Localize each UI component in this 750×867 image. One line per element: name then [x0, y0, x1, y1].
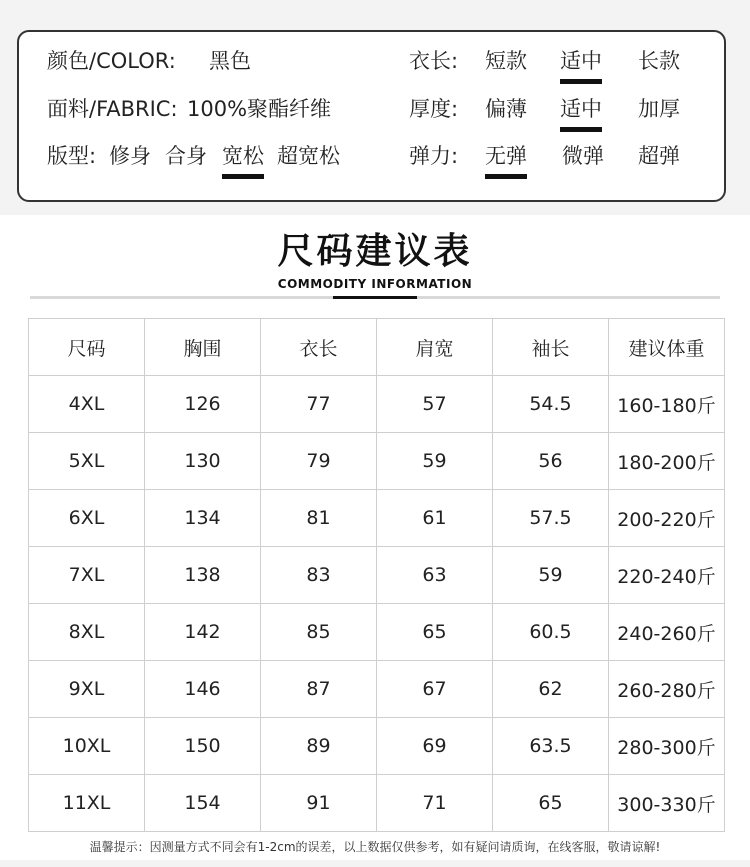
table-row	[29, 376, 725, 433]
table-cell: 5XL	[29, 433, 145, 490]
table-row	[29, 718, 725, 775]
size-chart-subtitle: COMMODITY INFORMATION	[277, 277, 473, 291]
table-cell: 61	[377, 490, 493, 547]
fabric-value: 100%聚酯纤维	[187, 97, 332, 121]
table-row	[29, 604, 725, 661]
table-cell: 63.5	[493, 718, 609, 775]
table-cell: 200-220斤	[609, 490, 725, 547]
fit-option-loose-selected: 宽松	[222, 141, 264, 171]
table-row	[29, 433, 725, 490]
thickness-option-thick: 加厚	[638, 97, 680, 121]
table-cell: 91	[261, 775, 377, 832]
fabric-label: 面料/FABRIC:	[47, 97, 178, 121]
table-cell: 146	[145, 661, 261, 718]
header-cell-sleeve: 袖长	[493, 319, 609, 376]
table-cell: 240-260斤	[609, 604, 725, 661]
table-cell: 87	[261, 661, 377, 718]
table-cell: 62	[493, 661, 609, 718]
thickness-option-medium-selected: 适中	[560, 94, 602, 124]
thickness-label: 厚度:	[409, 97, 459, 121]
table-cell: 9XL	[29, 661, 145, 718]
table-cell: 59	[493, 547, 609, 604]
table-header-row	[29, 319, 725, 376]
size-chart-title: 尺码建议表	[277, 231, 473, 272]
table-cell: 57.5	[493, 490, 609, 547]
table-cell: 8XL	[29, 604, 145, 661]
table-cell: 134	[145, 490, 261, 547]
table-cell: 4XL	[29, 376, 145, 433]
table-cell: 150	[145, 718, 261, 775]
table-cell: 6XL	[29, 490, 145, 547]
length-option-short: 短款	[485, 49, 527, 73]
thickness-option-thin: 偏薄	[485, 97, 527, 121]
fit-label: 版型:	[47, 144, 97, 168]
table-cell: 60.5	[493, 604, 609, 661]
table-cell: 11XL	[29, 775, 145, 832]
table-cell: 65	[493, 775, 609, 832]
table-cell: 89	[261, 718, 377, 775]
table-row	[29, 547, 725, 604]
table-cell: 85	[261, 604, 377, 661]
measurement-note: 温馨提示：因测量方式不同会有1-2cm的误差，以上数据仅供参考，如有疑问请质询，在线客服，敬请谅解!	[89, 840, 661, 854]
table-cell: 160-180斤	[609, 376, 725, 433]
product-spec-box	[17, 30, 726, 202]
header-cell-length: 衣长	[261, 319, 377, 376]
table-cell: 260-280斤	[609, 661, 725, 718]
color-label: 颜色/COLOR:	[47, 49, 176, 73]
table-cell: 54.5	[493, 376, 609, 433]
length-option-medium-selected: 适中	[560, 46, 602, 76]
table-cell: 63	[377, 547, 493, 604]
spec-row-fabric-thickness	[19, 94, 724, 124]
table-cell: 69	[377, 718, 493, 775]
table-cell: 138	[145, 547, 261, 604]
table-cell: 83	[261, 547, 377, 604]
table-cell: 77	[261, 376, 377, 433]
table-cell: 180-200斤	[609, 433, 725, 490]
table-cell: 81	[261, 490, 377, 547]
fit-option-regular: 合身	[165, 144, 207, 168]
table-cell: 7XL	[29, 547, 145, 604]
table-cell: 220-240斤	[609, 547, 725, 604]
length-option-long: 长款	[638, 49, 680, 73]
length-label: 衣长:	[409, 49, 459, 73]
stretch-option-high: 超弹	[638, 144, 680, 168]
table-cell: 67	[377, 661, 493, 718]
stretch-option-none-selected: 无弹	[485, 141, 527, 171]
table-cell: 280-300斤	[609, 718, 725, 775]
stretch-label: 弹力:	[409, 144, 459, 168]
table-cell: 300-330斤	[609, 775, 725, 832]
stretch-option-slight: 微弹	[562, 144, 604, 168]
header-cell-size: 尺码	[29, 319, 145, 376]
size-chart-heading	[0, 228, 750, 291]
table-cell: 59	[377, 433, 493, 490]
fit-option-extra-loose: 超宽松	[277, 144, 340, 168]
table-cell: 56	[493, 433, 609, 490]
table-row	[29, 775, 725, 832]
header-cell-weight: 建议体重	[609, 319, 725, 376]
table-cell: 79	[261, 433, 377, 490]
header-cell-chest: 胸围	[145, 319, 261, 376]
table-cell: 142	[145, 604, 261, 661]
spec-row-fit-stretch	[19, 141, 724, 171]
table-cell: 126	[145, 376, 261, 433]
table-row	[29, 661, 725, 718]
table-cell: 65	[377, 604, 493, 661]
title-divider-accent	[333, 296, 417, 299]
table-cell: 10XL	[29, 718, 145, 775]
header-cell-shoulder: 肩宽	[377, 319, 493, 376]
fit-option-slim: 修身	[109, 144, 151, 168]
table-cell: 57	[377, 376, 493, 433]
color-value: 黑色	[209, 49, 251, 73]
spec-row-color-length	[19, 46, 724, 76]
bottom-band	[0, 860, 750, 867]
table-row	[29, 490, 725, 547]
size-chart-table	[28, 318, 725, 832]
table-cell: 130	[145, 433, 261, 490]
table-cell: 154	[145, 775, 261, 832]
table-cell: 71	[377, 775, 493, 832]
